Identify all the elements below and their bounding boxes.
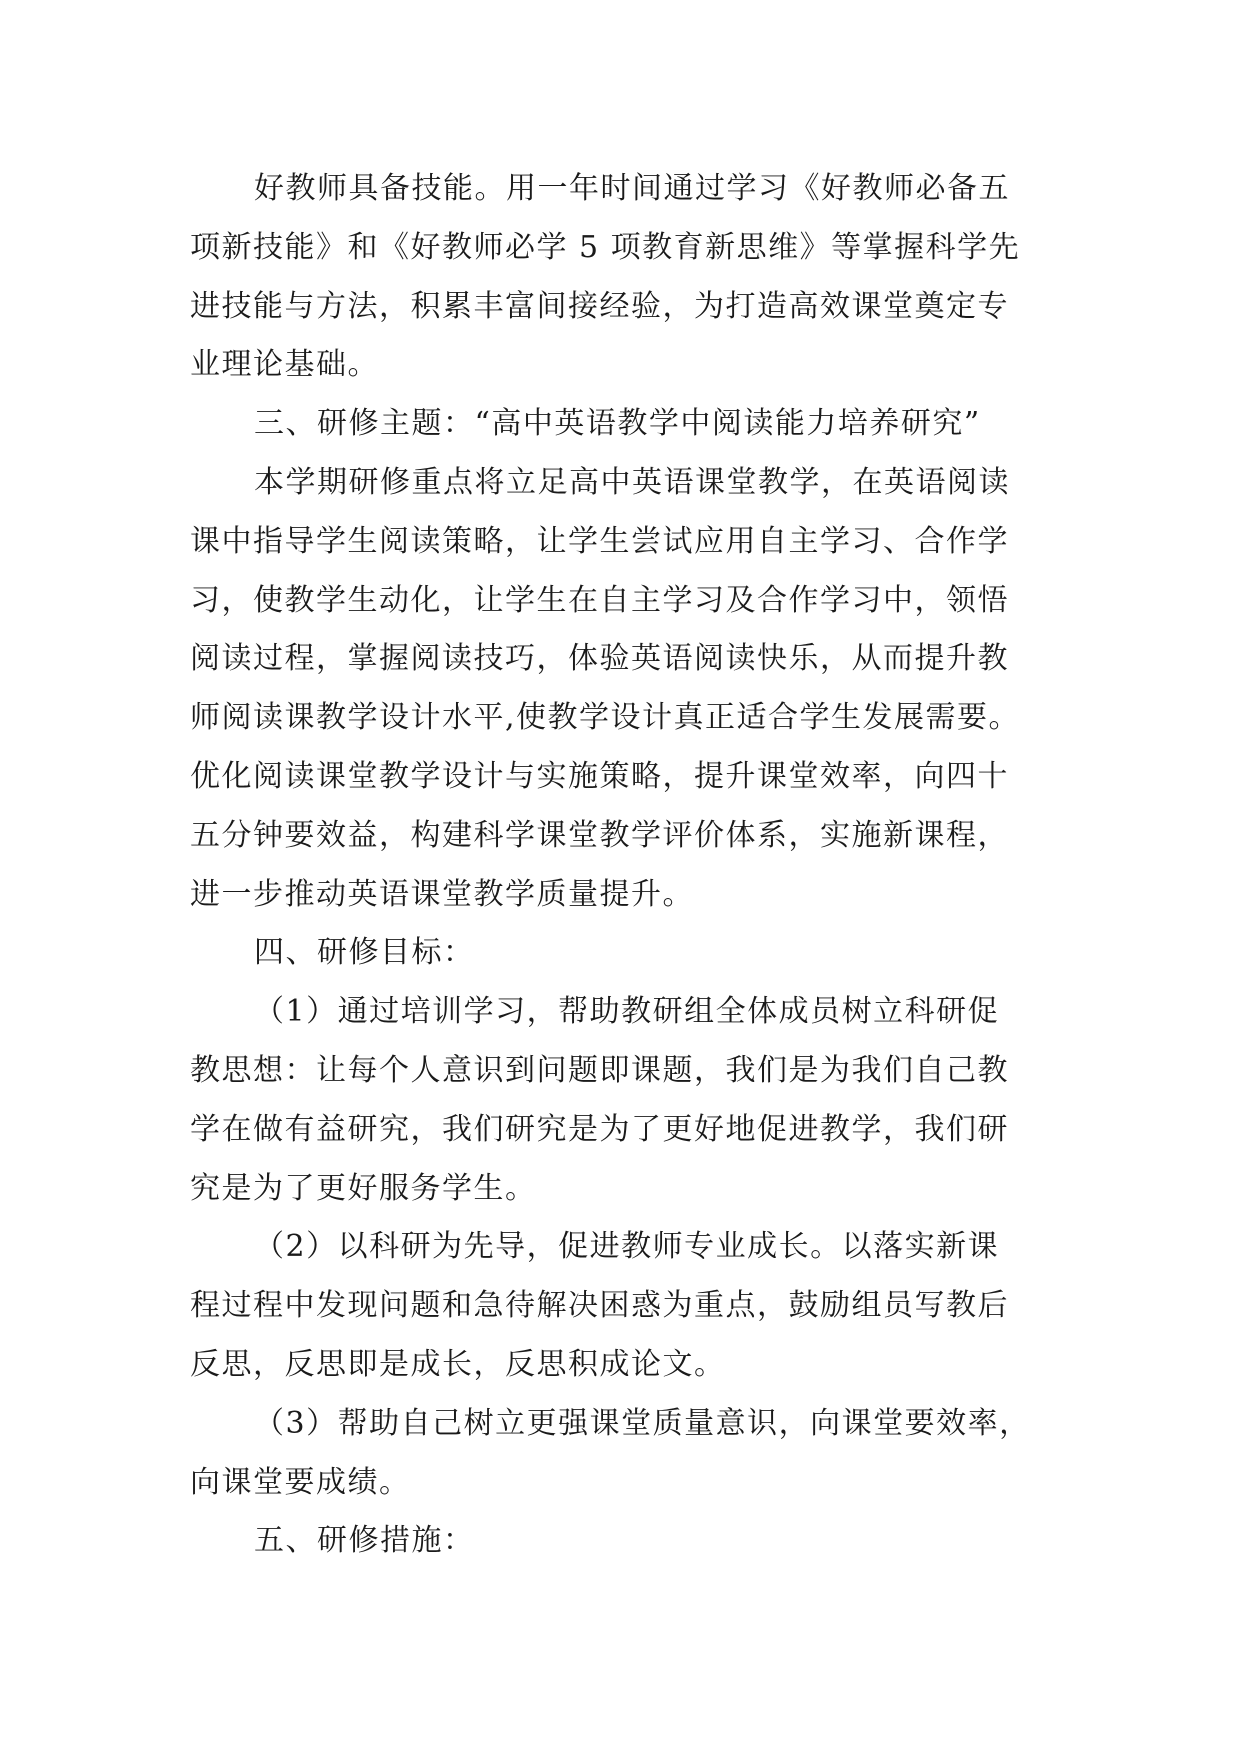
text-line: 课中指导学生阅读策略，让学生尝试应用自主学习、合作学 [190,523,1009,559]
section-heading-5: 五、研修措施： [254,1523,475,1559]
text-line: 好教师具备技能。用一年时间通过学习《好教师必备五 [254,171,1010,206]
text-line: 反思，反思即是成长，反思积成论文。 [190,1346,726,1382]
text-line: 项新技能》和《好教师必学 5 项教育新思维》等掌握科学先 [190,229,1021,265]
text-line: 学在做有益研究，我们研究是为了更好地促进教学，我们研 [190,1111,1009,1147]
text-line: 向课堂要成绩。 [190,1464,411,1500]
document-body [190,160,1050,1571]
text-line: （2）以科研为先导，促进教师专业成长。以落实新课 [254,1229,1000,1265]
text-line: 业理论基础。 [190,347,379,383]
text-line: 阅读过程，掌握阅读技巧，体验英语阅读快乐，从而提升教 [190,641,1009,677]
text-line: 教思想：让每个人意识到问题即课题，我们是为我们自己教 [190,1052,1009,1088]
text-line: （1）通过培训学习，帮助教研组全体成员树立科研促 [254,994,1000,1030]
text-line: 五分钟要效益，构建科学课堂教学评价体系，实施新课程， [190,817,1009,853]
text-line: 本学期研修重点将立足高中英语课堂教学，在英语阅读 [254,464,1010,500]
text-line: （3）帮助自己树立更强课堂质量意识，向课堂要效率， [254,1405,1031,1441]
text-line: 习，使教学生动化，让学生在自主学习及合作学习中，领悟 [190,582,1009,618]
text-line: 师阅读课教学设计水平,使教学设计真正适合学生发展需要。 [190,700,1021,736]
section-heading-4: 四、研修目标： [254,935,475,971]
text-line: 程过程中发现问题和急待解决困惑为重点，鼓励组员写教后 [190,1288,1009,1324]
section-heading-3: 三、研修主题：“高中英语教学中阅读能力培养研究” [254,406,981,442]
text-line: 优化阅读课堂教学设计与实施策略，提升课堂效率，向四十 [190,758,1009,794]
text-line: 究是为了更好服务学生。 [190,1170,537,1206]
text-line: 进技能与方法，积累丰富间接经验，为打造高效课堂奠定专 [190,288,1009,324]
text-line: 进一步推动英语课堂教学质量提升。 [190,876,694,912]
